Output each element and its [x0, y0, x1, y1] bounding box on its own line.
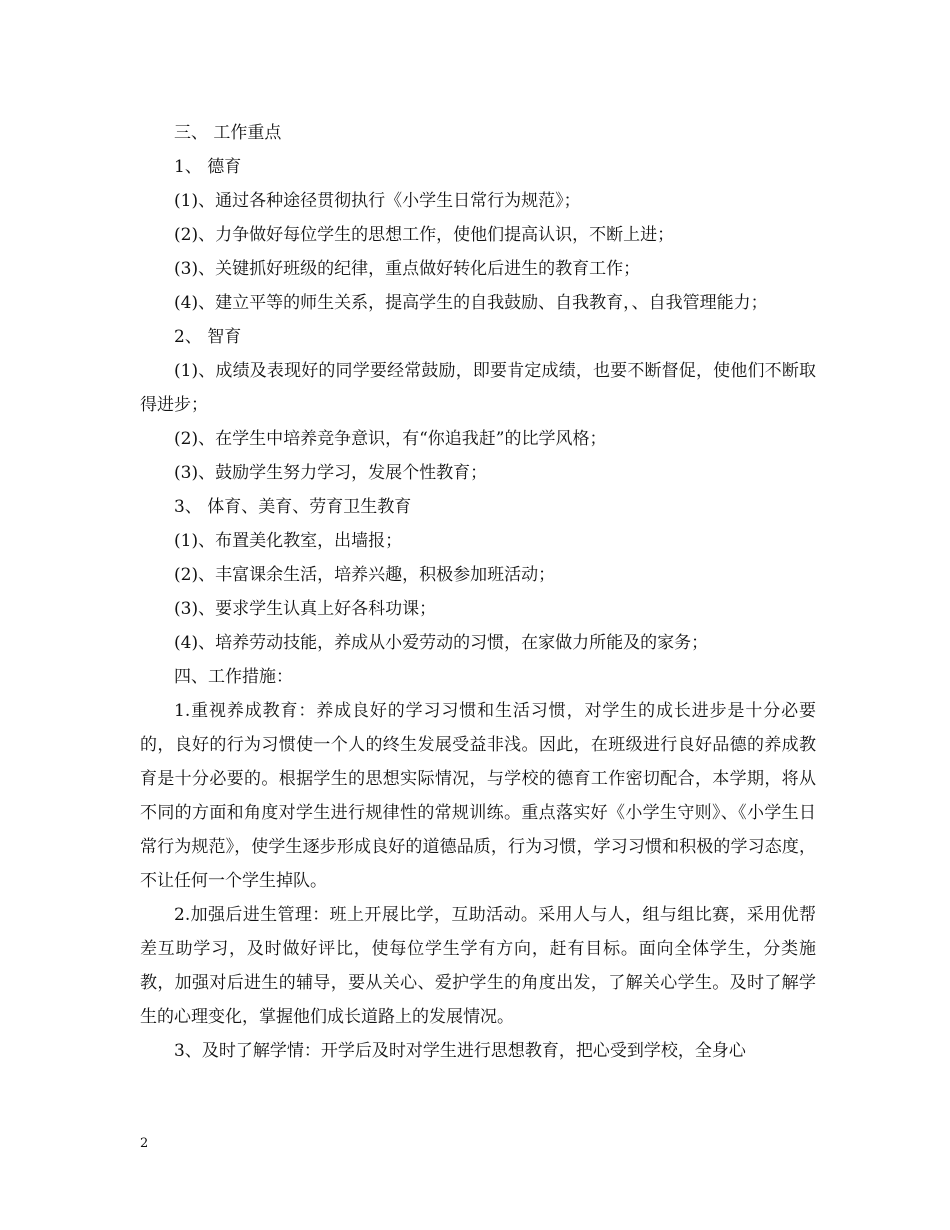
list-item: (4)、建立平等的师生关系，提高学生的自我鼓励、自我教育，、自我管理能力； — [174, 293, 768, 313]
list-item: (3)、关键抓好班级的纪律，重点做好转化后进生的教育工作； — [174, 259, 641, 279]
list-item: (1)、布置美化教室，出墙报； — [174, 531, 403, 551]
section-heading-work-measures: 四、工作措施： — [174, 667, 293, 687]
list-item: (3)、鼓励学生努力学习，发展个性教育； — [174, 463, 488, 483]
list-item: (3)、要求学生认真上好各科功课； — [174, 599, 437, 619]
list-item: (1)、成绩及表现好的同学要经常鼓励，即要肯定成绩，也要不断督促，使他们不断取得进步； — [140, 361, 816, 415]
list-item: (1)、通过各种途径贯彻执行《小学生日常行为规范》； — [174, 191, 581, 211]
document-body — [140, 116, 816, 1068]
list-item: (4)、培养劳动技能，养成从小爱劳动的习惯，在家做力所能及的家务； — [174, 633, 709, 653]
subheading-intellectual-education: 2、 智育 — [174, 327, 242, 347]
subheading-moral-education: 1、 德育 — [174, 157, 242, 177]
list-item: (2)、力争做好每位学生的思想工作，使他们提高认识，不断上进； — [174, 225, 675, 245]
section-heading-work-focus: 三、 工作重点 — [174, 123, 282, 143]
list-item: (2)、丰富课余生活，培养兴趣，积极参加班活动； — [174, 565, 556, 585]
subheading-physical-arts-labor: 3、 体育、美育、劳育卫生教育 — [174, 497, 412, 517]
list-item: (2)、在学生中培养竞争意识，有“你追我赶”的比学风格； — [174, 429, 607, 449]
page-number: 2 — [140, 1136, 149, 1151]
body-paragraph: 3、及时了解学情：开学后及时对学生进行思想教育，把心受到学校，全身心 — [174, 1041, 746, 1061]
body-paragraph: 1.重视养成教育：养成良好的学习习惯和生活习惯，对学生的成长进步是十分必要的，良好的行为习惯使一个人的终生发展受益非浅。因此，在班级进行良好品德的养成教育是十分必要的。根据学生的思想实际情况，与学校的德育工作密切配合，本学期，将从不同的方面和角度对学生进行规律性的常规训练。重点落实好《小学生守则》、《小学生日常行为规范》，使学生逐步形成良好的道德品质，行为习惯，学习习惯和积极的学习态度，不让任何一个学生掉队。 — [140, 701, 816, 891]
body-paragraph: 2.加强后进生管理：班上开展比学，互助活动。采用人与人，组与组比赛，采用优帮差互助学习，及时做好评比，使每位学生学有方向，赶有目标。面向全体学生，分类施教，加强对后进生的辅导，要从关心、爱护学生的角度出发，了解关心学生。及时了解学生的心理变化，掌握他们成长道路上的发展情况。 — [140, 905, 816, 1027]
